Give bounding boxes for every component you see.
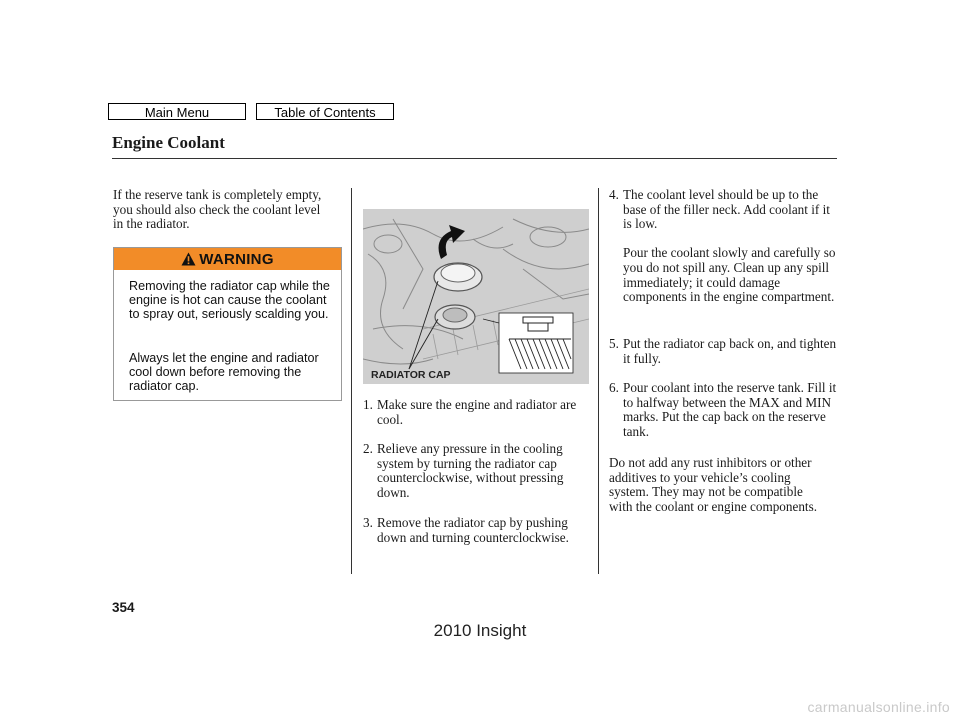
warning-text-1: Removing the radiator cap while the engine is hot can cause the coolant to spray out, seriously scalding you.: [129, 279, 330, 322]
column-divider-left: [351, 188, 352, 574]
title-divider: [112, 158, 837, 159]
warning-label: WARNING: [199, 250, 274, 268]
step-1: [363, 398, 593, 427]
footer-model: 2010 Insight: [433, 621, 527, 640]
step-6: [609, 381, 841, 439]
warning-text-2: Always let the engine and radiator cool down before removing the radiator cap.: [129, 351, 319, 394]
step-text: Relieve any pressure in the cooling system by turning the radiator cap counterclockwise, without pressing down.: [377, 441, 564, 500]
watermark: carmanualsonline.info: [807, 699, 950, 715]
step-number: 3.: [363, 515, 373, 530]
step-3: [363, 516, 593, 545]
main-menu-button[interactable]: Main Menu: [108, 103, 246, 120]
step-text: Remove the radiator cap by pushing down and turning counterclockwise.: [377, 515, 569, 545]
step-text-continued: Pour the coolant slowly and carefully so you do not spill any. Clean up any spill immediately; it could damage components in the engine compartment.: [623, 245, 836, 305]
step-number: 6.: [609, 380, 619, 395]
step-text: The coolant level should be up to the base of the filler neck. Add coolant if it is low.: [623, 187, 830, 232]
table-of-contents-button[interactable]: Table of Contents: [256, 103, 394, 120]
step-number: 2.: [363, 441, 373, 456]
column-divider-right: [598, 188, 599, 574]
intro-paragraph: If the reserve tank is completely empty, you should also check the coolant level in the radiator.: [113, 187, 322, 232]
step-2: [363, 442, 593, 500]
step-5: [609, 337, 841, 366]
figure-caption: RADIATOR CAP: [371, 369, 451, 381]
step-number: 1.: [363, 397, 373, 412]
radiator-cap-illustration: [363, 209, 589, 384]
step-4: [609, 188, 841, 305]
step-number: 5.: [609, 336, 619, 351]
radiator-engine-drawing: [363, 209, 589, 384]
step-number: 4.: [609, 187, 619, 202]
section-title: Engine Coolant: [112, 133, 225, 152]
warning-triangle-icon: [181, 252, 196, 266]
page-number: 354: [112, 600, 135, 615]
closing-note: Do not add any rust inhibitors or other additives to your vehicle’s cooling system. They may not be compatible with the coolant or engine components.: [609, 455, 818, 514]
step-text: Pour coolant into the reserve tank. Fill it to halfway between the MAX and MIN marks. Put the cap back on the reserve tank.: [623, 380, 837, 439]
warning-header: [114, 248, 341, 270]
warning-box: [113, 247, 342, 401]
step-text: Put the radiator cap back on, and tighten it fully.: [623, 336, 837, 366]
step-text: Make sure the engine and radiator are cool.: [377, 397, 577, 427]
